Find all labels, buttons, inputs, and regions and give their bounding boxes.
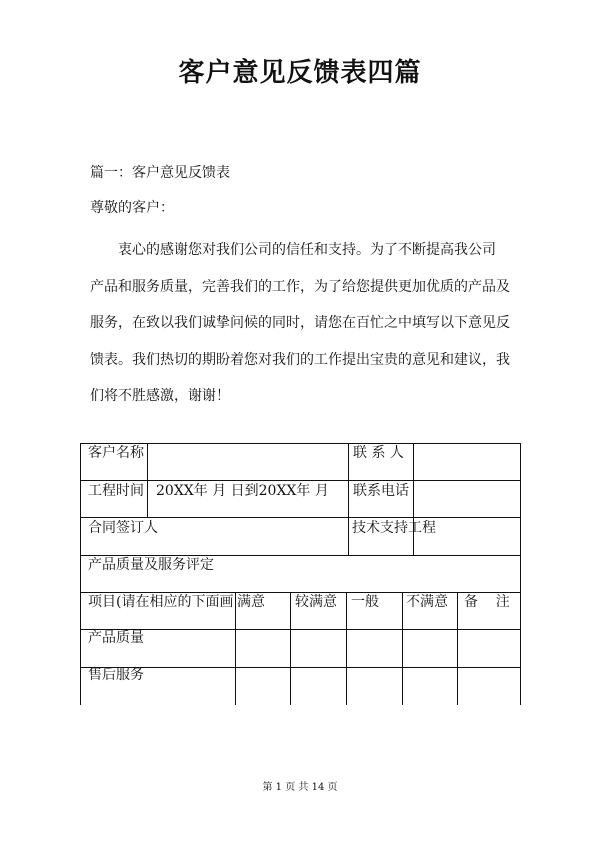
document-title: 客户意见反馈表四篇 [178,58,422,88]
rating-cell[interactable] [347,630,401,666]
contact-label: 联 系 人 [353,445,404,461]
contact-field[interactable] [418,443,518,480]
table-rule [147,443,148,480]
customer-name-field[interactable] [154,443,344,480]
project-time-field[interactable]: 20XX年 月 日到20XX年 月 [156,483,329,499]
paragraph-line: 产品和服务质量，完善我们的工作，为了给您提供更加优质的产品及 [90,278,510,295]
rating-cell[interactable] [291,668,345,704]
table-rule [147,480,148,517]
customer-name-label: 客户名称 [88,445,144,461]
project-time-label: 工程时间 [88,483,144,499]
paragraph-line: 馈表。我们热切的期盼着您对我们的工作提出宝贵的意见和建议，我 [90,351,510,368]
contact-phone-field[interactable] [418,480,518,517]
column-header-satisfied: 满意 [237,594,265,610]
table-rule [413,443,414,555]
salutation: 尊敬的客户： [90,200,174,216]
contact-phone-label: 联系电话 [353,483,409,499]
table-rule [80,443,81,705]
page-footer: 第 1 页 共 14 页 [262,782,338,793]
row-label-after-sales: 售后服务 [88,667,144,683]
evaluation-heading: 产品质量及服务评定 [88,557,214,573]
rating-cell[interactable] [236,668,289,704]
column-header-average: 一般 [351,594,379,610]
tech-support-field[interactable] [460,517,518,554]
table-rule [348,443,349,555]
rating-cell[interactable] [291,630,345,666]
contract-signer-label: 合同签订人 [88,520,158,536]
column-header-fairly-satisfied: 较满意 [295,594,337,610]
rating-cell[interactable] [403,668,456,704]
section-heading: 篇一：客户意见反馈表 [90,165,230,181]
column-header-item: 项目(请在相应的下面画 [88,594,234,610]
column-header-unsatisfied: 不满意 [406,594,448,610]
paragraph-line: 们将不胜感激，谢谢！ [90,388,230,404]
rating-cell[interactable] [347,668,401,704]
table-rule [520,443,521,705]
row-label-product-quality: 产品质量 [88,630,144,646]
remarks-cell[interactable] [458,668,519,704]
remarks-cell[interactable] [458,630,519,666]
rating-cell[interactable] [236,630,289,666]
intro-paragraph [90,232,515,415]
paragraph-line: 服务，在致以我们诚挚问候的同时，请您在百忙之中填写以下意见反 [90,315,510,331]
contract-signer-field[interactable] [200,517,345,554]
rating-cell[interactable] [403,630,456,666]
tech-support-label: 技术支持工程 [352,520,436,536]
column-header-remarks: 备 注 [464,594,510,610]
paragraph-line: 衷心的感谢您对我们公司的信任和支持。为了不断提高我公司 [118,242,496,258]
